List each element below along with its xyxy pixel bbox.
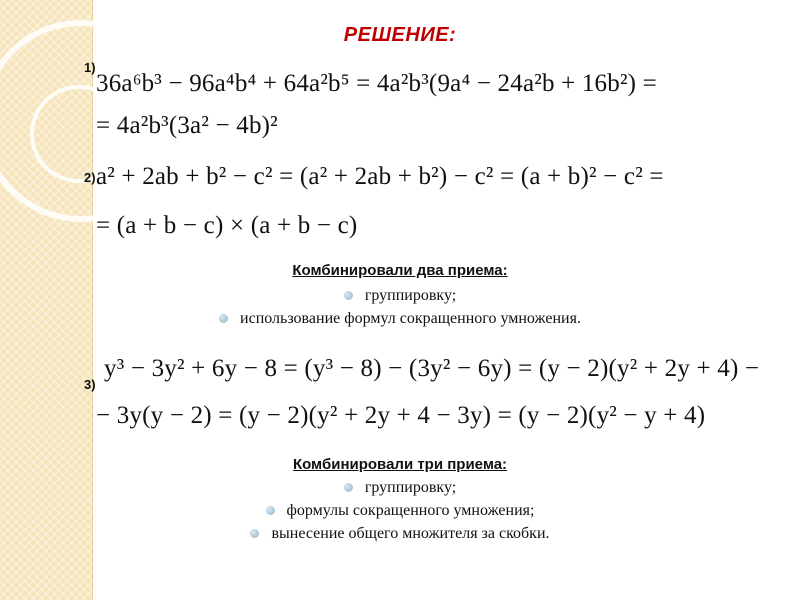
- problem-2-number: 2): [84, 170, 96, 185]
- bullet-icon: [219, 314, 228, 323]
- list-item: [0, 522, 800, 545]
- summary-1-heading: Комбинировали два приема:: [292, 262, 508, 279]
- summary-2-list: [0, 476, 800, 545]
- slide-title: РЕШЕНИЕ:: [343, 24, 457, 46]
- problem-3-line-1: y³ − 3y² + 6y − 8 = (y³ − 8) − (3y² − 6y) = (y − 2)(y² + 2y + 4) −: [104, 355, 760, 382]
- summary-2-item: вынесение общего множителя за скобки.: [271, 525, 550, 542]
- problem-2-line-1: a² + 2ab + b² − c² = (a² + 2ab + b²) − c² = (a + b)² − c² =: [96, 163, 664, 190]
- problem-3-number: 3): [84, 377, 96, 392]
- problem-3-line-2: − 3y(y − 2) = (y − 2)(y² + 2y + 4 − 3y) = (y − 2)(y² − y + 4): [96, 402, 706, 429]
- list-item: [0, 284, 800, 307]
- summary-1-item: группировку;: [364, 287, 457, 304]
- bullet-icon: [344, 483, 353, 492]
- summary-2-heading: Комбинировали три приема:: [292, 456, 508, 473]
- problem-2-line-2: = (a + b − c) × (a + b − c): [96, 212, 358, 239]
- list-item: [0, 307, 800, 330]
- summary-1-list: [0, 284, 800, 330]
- bullet-icon: [344, 291, 353, 300]
- summary-1-item: использование формул сокращенного умножения.: [240, 310, 581, 327]
- summary-2-item: группировку;: [364, 479, 457, 496]
- summary-2-item: формулы сокращенного умножения;: [286, 502, 535, 519]
- list-item: [0, 499, 800, 522]
- bullet-icon: [250, 529, 259, 538]
- bullet-icon: [266, 506, 275, 515]
- problem-1-line-2: = 4a²b³(3a² − 4b)²: [96, 112, 278, 139]
- problem-1-line-1: 36a⁶b³ − 96a⁴b⁴ + 64a²b⁵ = 4a²b³(9a⁴ − 24a²b + 16b²) =: [96, 70, 657, 97]
- problem-1-number: 1): [84, 60, 96, 75]
- list-item: [0, 476, 800, 499]
